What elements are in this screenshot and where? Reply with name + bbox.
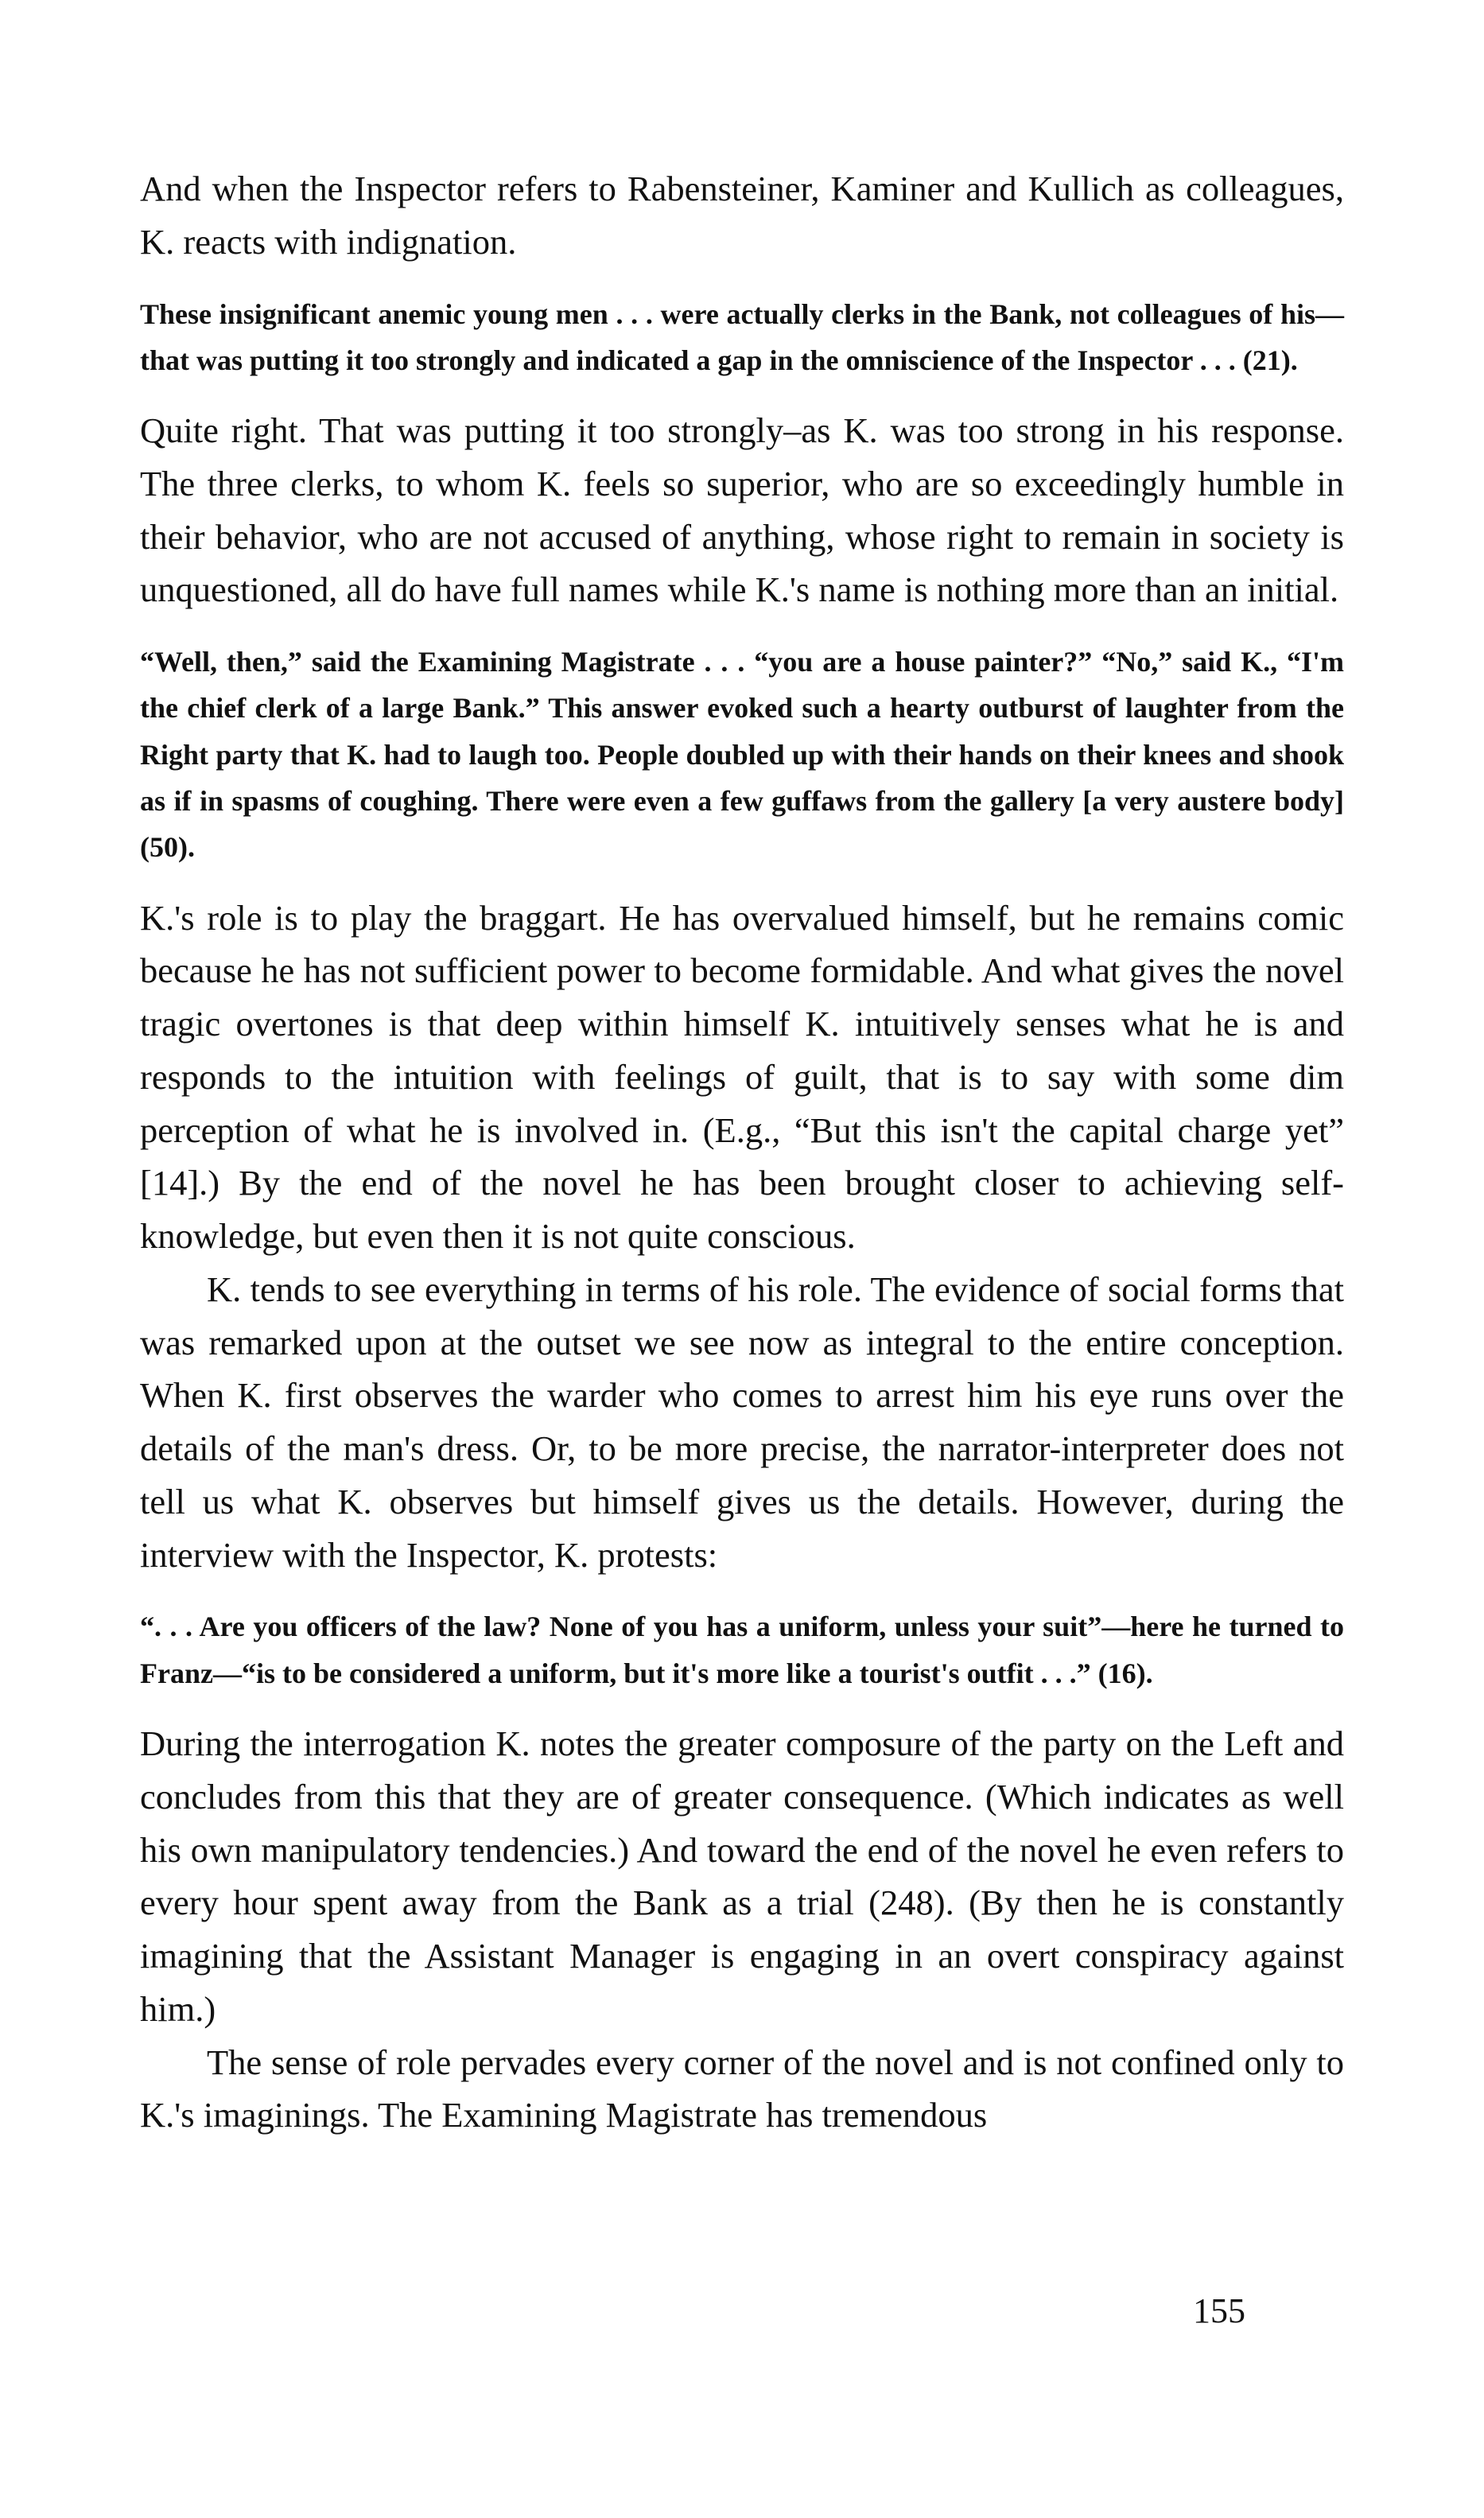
block-quote-magistrate: “Well, then,” said the Examining Magistrate . . . “you are a house painter?” “No,” said K., “I'm the chief clerk of a large Bank.” This answer evoked such a hearty outburst of laughter from the Right party that K. had to laugh too. People doubled up with their hands on their knees and shook as if in spasms of coughing. There were even a few guffaws from the gallery [a very austere body] (50). <box>140 646 1344 864</box>
paragraph-intro: And when the Inspector refers to Rabensteiner, Kaminer and Kullich as colleagues, K. reacts with indignation. <box>140 169 1344 262</box>
paragraph-interrogation: During the interrogation K. notes the greater composure of the party on the Left and concludes from this that they are of greater consequence. (Which indicates as well his own manipulatory tendencies.) And toward the end of the novel he even refers to every hour spent away from the Bank as a trial (248). (By then he is constantly imagining that the Assistant Manager is engaging in an overt conspiracy against him.) <box>140 1723 1344 2029</box>
page-body <box>140 162 1344 2142</box>
page-number: 155 <box>1193 2291 1245 2330</box>
block-quote-officers: “. . . Are you officers of the law? None of you has a uniform, unless your suit”—here he turned to Franz—“is to be considered a uniform, but it's more like a tourist's outfit . . .” (16). <box>140 1611 1344 1689</box>
paragraph-role: K. tends to see everything in terms of his role. The evidence of social forms that was remarked upon at the outset we see now as integral to the entire conception. When K. first observes the warder who comes to arrest him his eye runs over the details of the man's dress. Or, to be more precise, the narrator-interpreter does not tell us what K. observes but himself gives us the details. However, during the interview with the Inspector, K. protests: <box>140 1269 1344 1575</box>
paragraph-clerks: Quite right. That was putting it too strongly–as K. was too strong in his response. The three clerks, to whom K. feels so superior, who are so exceedingly humble in their behavior, who are not accused of anything, whose right to remain in society is unquestioned, all do have full names while K.'s name is nothing more than an initial. <box>140 410 1344 610</box>
paragraph-sense-of-role: The sense of role pervades every corner of the novel and is not confined only to K.'s imaginings. The Examining Magistrate has tremendous <box>140 2042 1344 2135</box>
block-quote-inspector: These insignificant anemic young men . . . were actually clerks in the Bank, not colleagues of his—that was putting it too strongly and indicated a gap in the omniscience of the Inspector . . . (21). <box>140 297 1344 376</box>
paragraph-braggart: K.'s role is to play the braggart. He has overvalued himself, but he remains comic because he has not sufficient power to become formidable. And what gives the novel tragic overtones is that deep within himself K. intuitively senses what he is and responds to the intuition with feelings of guilt, that is to say with some dim perception of what he is involved in. (E.g., “But this isn't the capital charge yet” [14].) By the end of the novel he has been brought closer to achieving self-knowledge, but even then it is not quite conscious. <box>140 897 1344 1257</box>
